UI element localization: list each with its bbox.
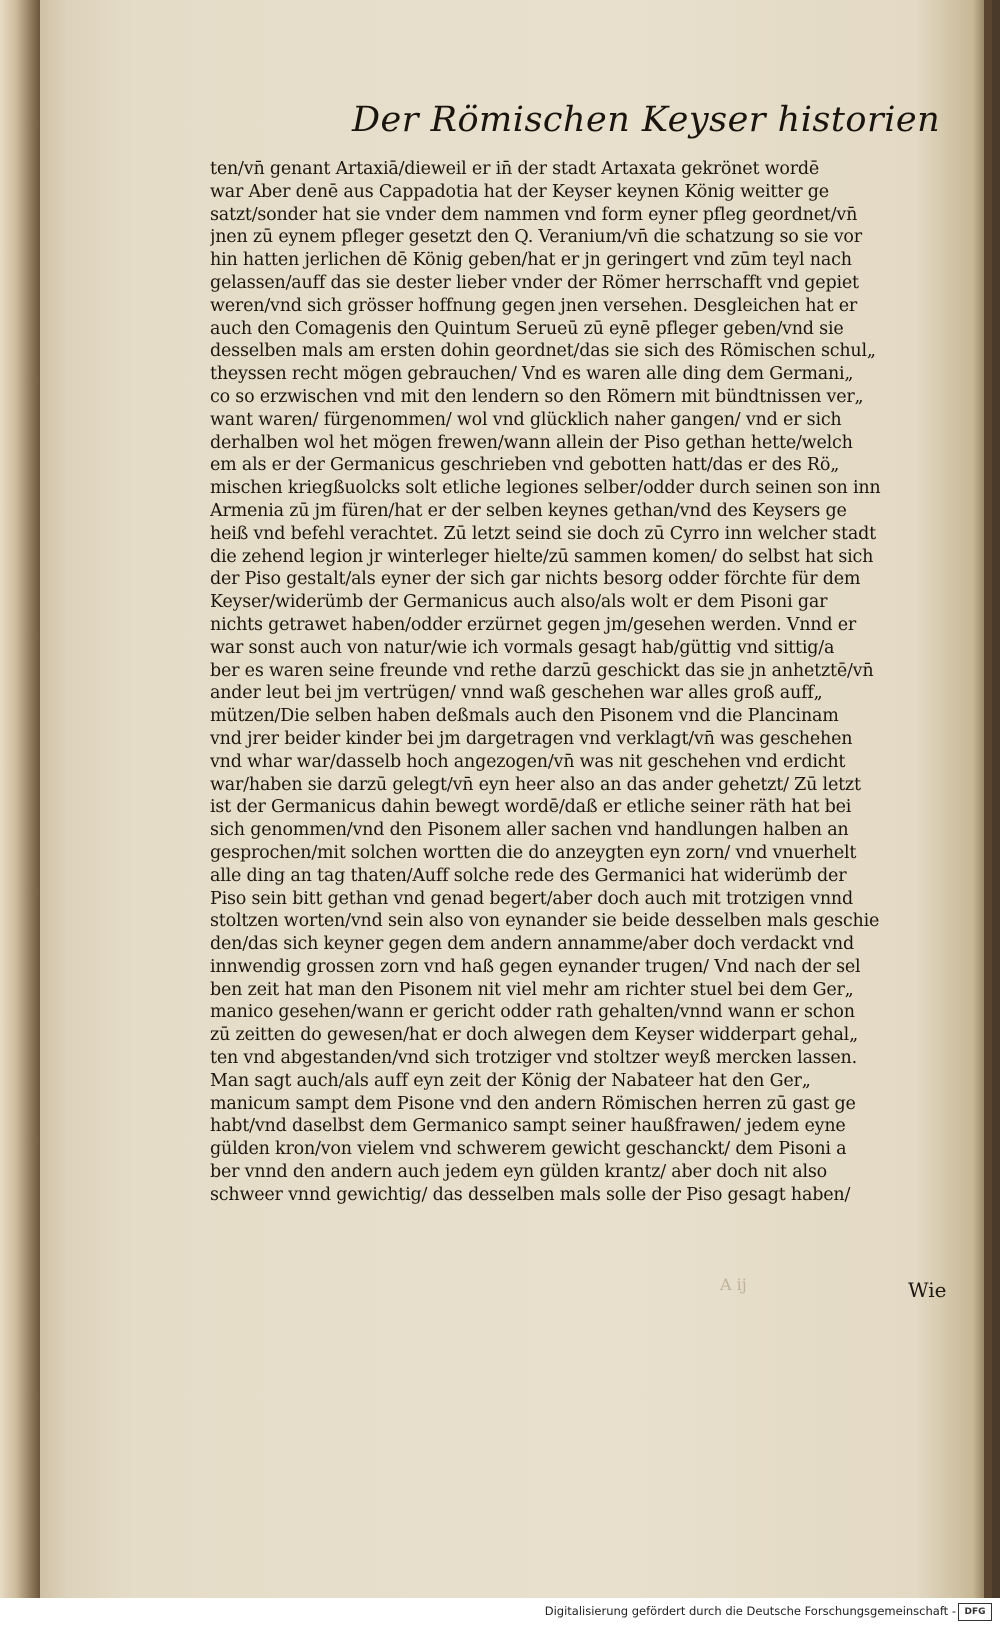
text-line: den/das sich keyner gegen dem andern annamme/aber doch verdackt vnd	[210, 934, 854, 955]
text-line: alle ding an tag thaten/Auff solche rede des Germanici hat widerümb der	[210, 865, 847, 886]
text-line: Armenia zū jm füren/hat er der selben keynes gethan/vnd des Keysers ge	[210, 500, 847, 521]
text-line: desselben mals am ersten dohin geordnet/das sie sich des Römischen schul„	[210, 341, 876, 362]
text-line: habt/vnd daselbst dem Germanico sampt seiner haußfrawen/ jedem eyne	[210, 1116, 846, 1137]
text-line: ber es waren seine freunde vnd rethe darzū geschickt das sie jn anhetztē/vn̄	[210, 660, 874, 681]
text-line: ten vnd abgestanden/vnd sich trotziger vnd stoltzer weyß mercken lassen.	[210, 1048, 857, 1069]
running-head: Der Römischen Keyser historien	[352, 100, 941, 140]
text-line: manico gesehen/wann er gericht odder rath gehalten/vnnd wann er schon	[210, 1002, 855, 1023]
text-line: weren/vnd sich grösser hoffnung gegen jnen versehen. Desgleichen hat er	[210, 295, 858, 316]
text-line: auch den Comagenis den Quintum Serueū zū eynē pfleger geben/vnd sie	[210, 318, 844, 339]
text-line: derhalben wol het mögen frewen/wann allein der Piso gethan hette/welch	[210, 432, 853, 453]
text-line: ber vnnd den andern auch jedem eyn gülden krantz/ aber doch nit also	[210, 1162, 827, 1183]
funding-credit: Digitalisierung gefördert durch die Deutsche Forschungsgemeinschaft -	[544, 1604, 956, 1618]
text-line: Piso sein bitt gethan vnd genad begert/aber doch auch mit trotzigen vnnd	[210, 888, 853, 909]
text-line: schweer vnnd gewichtig/ das desselben mals solle der Piso gesagt haben/	[210, 1184, 851, 1205]
text-line: mützen/Die selben haben deßmals auch den Pisonem vnd die Plancinam	[210, 706, 839, 727]
text-line: jnen zū eynem pfleger gesetzt den Q. Veranium/vn̄ die schatzung so sie vor	[210, 227, 862, 248]
text-line: ist der Germanicus dahin bewegt wordē/daß er etliche seiner räth hat bei	[210, 797, 852, 818]
book-binding	[0, 0, 40, 1598]
text-line: co so erzwischen vnd mit den lendern so den Römern mit bündtnissen ver„	[210, 386, 864, 407]
text-line: ander leut bei jm vertrügen/ vnnd waß geschehen war alles groß auff„	[210, 683, 823, 704]
text-line: gelassen/auff das sie dester lieber vnder der Römer herrschafft vnd gepiet	[210, 272, 859, 293]
text-line: vnd jrer beider kinder bei jm dargetragen vnd verklagt/vn̄ was geschehen	[210, 728, 853, 749]
text-line: gülden kron/von vielem vnd schwerem gewicht geschanckt/ dem Pisoni a	[210, 1139, 847, 1160]
text-line: sich genommen/vnd den Pisonem aller sachen vnd handlungen halben an	[210, 820, 849, 841]
text-line: mischen kriegßuolcks solt etliche legiones selber/odder durch seinen son inn	[210, 478, 881, 499]
signature-mark: A ij	[720, 1275, 747, 1294]
text-line: war sonst auch von natur/wie ich vormals gesagt hab/güttig vnd sittig/a	[210, 637, 835, 658]
text-line: nichts getrawet haben/odder erzürnet gegen jm/gesehen werden. Vnnd er	[210, 614, 857, 635]
text-line: manicum sampt dem Pisone vnd den andern Römischen herren zū gast ge	[210, 1093, 856, 1114]
text-line: innwendig grossen zorn vnd haß gegen eynander trugen/ Vnd nach der sel	[210, 956, 861, 977]
text-line: war/haben sie darzū gelegt/vn̄ eyn heer also an das ander gehetzt/ Zū letzt	[210, 774, 861, 795]
catchword: Wie	[908, 1278, 947, 1302]
text-line: die zehend legion jr winterleger hielte/zū sammen komen/ do selbst hat sich	[210, 546, 874, 567]
text-line: war Aber denē aus Cappadotia hat der Keyser keynen König weitter ge	[210, 181, 829, 202]
text-line: heiß vnd befehl verachtet. Zū letzt seind sie doch zū Cyrro inn welcher stadt	[210, 523, 876, 544]
footer-bar	[0, 1598, 1000, 1626]
text-line: hin hatten jerlichen dē König geben/hat er jn geringert vnd zūm teyl nach	[210, 250, 852, 271]
page-edge	[984, 0, 992, 1598]
text-line: satzt/sonder hat sie vnder dem nammen vnd form eyner pfleg geordnet/vn̄	[210, 204, 858, 225]
text-line: gesprochen/mit solchen wortten die do anzeygten eyn zorn/ vnd vnuerhelt	[210, 842, 857, 863]
text-line: stoltzen worten/vnd sein also von eynander sie beide desselben mals geschie	[210, 911, 880, 932]
text-line: vnd whar war/dasselb hoch angezogen/vn̄ was nit geschehen vnd erdicht	[210, 751, 846, 772]
text-line: Keyser/widerümb der Germanicus auch also/als wolt er dem Pisoni gar	[210, 592, 828, 613]
text-line: ben zeit hat man den Pisonem nit viel mehr am richter stuel bei dem Ger„	[210, 979, 854, 1000]
body-text	[210, 158, 955, 1207]
dfg-logo: DFG	[958, 1603, 992, 1621]
text-line: want waren/ fürgenommen/ wol vnd glücklich naher gangen/ vnd er sich	[210, 409, 842, 430]
text-line: ten/vn̄ genant Artaxiā/dieweil er in̄ der stadt Artaxata gekrönet wordē	[210, 159, 820, 179]
text-line: der Piso gestalt/als eyner der sich gar nichts besorg odder förchte für dem	[210, 569, 861, 590]
text-line: em als er der Germanicus geschrieben vnd gebotten hatt/das er des Rö„	[210, 455, 840, 476]
text-line: Man sagt auch/als auff eyn zeit der König der Nabateer hat den Ger„	[210, 1070, 811, 1091]
text-line: theyssen recht mögen gebrauchen/ Vnd es waren alle ding dem Germani„	[210, 364, 854, 385]
text-line: zū zeitten do gewesen/hat er doch alwegen dem Keyser widderpart gehal„	[210, 1025, 858, 1046]
